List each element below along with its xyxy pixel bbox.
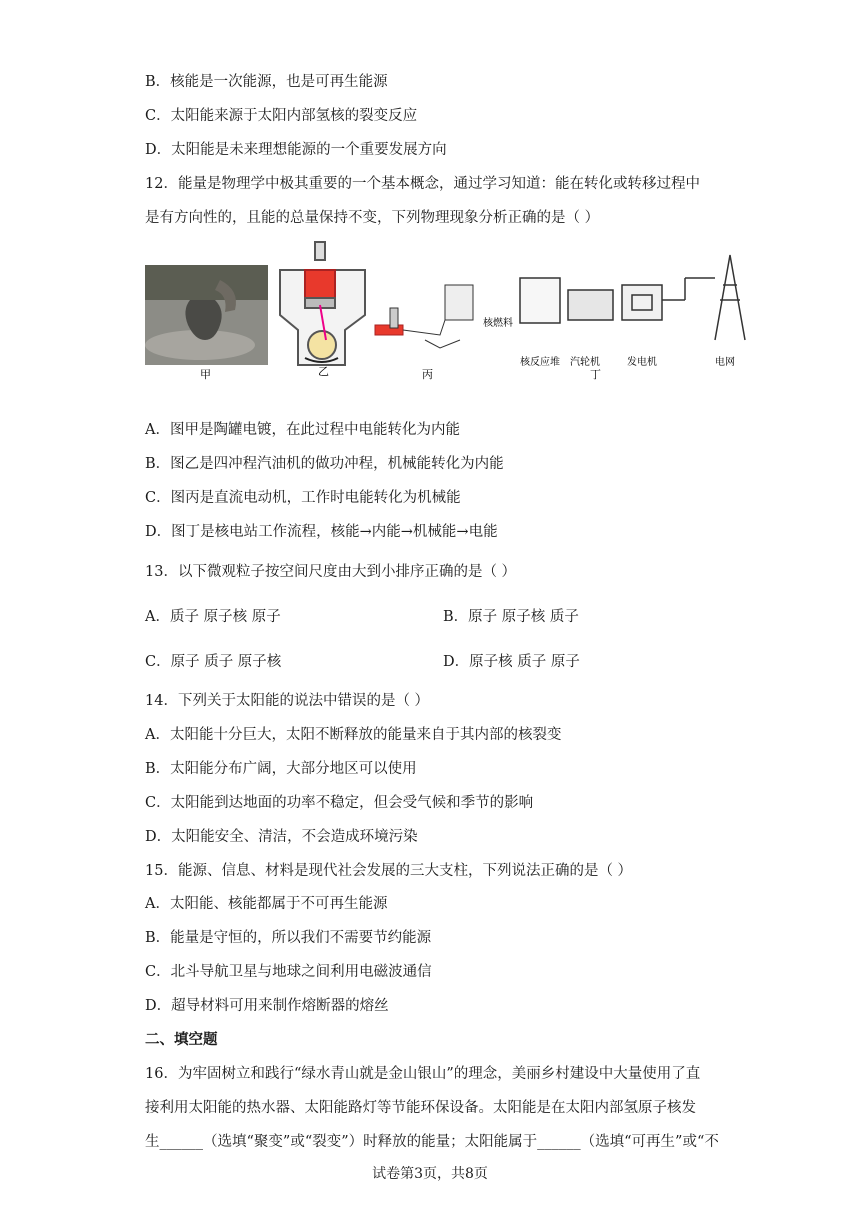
caption-ding: 丁 <box>590 368 601 380</box>
caption-yi: 乙 <box>318 365 329 378</box>
option-12a: A．图甲是陶罐电镀，在此过程中电能转化为内能 <box>145 422 460 438</box>
question-13: 13．以下微观粒子按空间尺度由大到小排序正确的是（ ） <box>145 564 517 580</box>
option-15d: D．超导材料可用来制作熔断器的熔丝 <box>145 998 389 1014</box>
nuclear-plant-diagram <box>520 255 745 340</box>
option-12b: B．图乙是四冲程汽油机的做功冲程，机械能转化为内能 <box>145 456 504 472</box>
question-16-line2: 接利用太阳能的热水器、太阳能路灯等节能环保设备。太阳能是在太阳内部氢原子核发 <box>145 1100 696 1116</box>
question-14: 14．下列关于太阳能的说法中错误的是（ ） <box>145 693 430 709</box>
label-generator: 发电机 <box>627 357 657 368</box>
option-14b: B．太阳能分布广阔，大部分地区可以使用 <box>145 761 417 777</box>
option-14c: C．太阳能到达地面的功率不稳定，但会受气候和季节的影响 <box>145 795 534 811</box>
option-12c: C．图丙是直流电动机，工作时电能转化为机械能 <box>145 490 461 506</box>
pottery-photo <box>145 265 268 365</box>
question-16-line1: 16．为牢固树立和践行“绿水青山就是金山银山”的理念，美丽乡村建设中大量使用了直 <box>145 1066 701 1082</box>
option-11c: C．太阳能来源于太阳内部氢核的裂变反应 <box>145 108 418 124</box>
question-12-line1: 12．能量是物理学中极其重要的一个基本概念，通过学习知道：能在转化或转移过程中 <box>145 176 700 192</box>
option-11b: B．核能是一次能源，也是可再生能源 <box>145 74 388 90</box>
label-fuel: 核燃料 <box>483 318 513 329</box>
question-15: 15．能源、信息、材料是现代社会发展的三大支柱，下列说法正确的是（ ） <box>145 863 633 879</box>
question-16-line3: 生______（选填“聚变”或“裂变”）时释放的能量；太阳能属于______（选填“可再生”或“不 <box>145 1134 719 1150</box>
option-11d: D．太阳能是未来理想能源的一个重要发展方向 <box>145 142 447 158</box>
option-14d: D．太阳能安全、清洁，不会造成环境污染 <box>145 829 418 845</box>
label-turbine: 汽轮机 <box>570 357 600 368</box>
option-12d: D．图丁是核电站工作流程，核能→内能→机械能→电能 <box>145 524 498 540</box>
option-15a: A．太阳能、核能都属于不可再生能源 <box>145 896 388 912</box>
question-12-line2: 是有方向性的，且能的总量保持不变，下列物理现象分析正确的是（ ） <box>145 210 600 226</box>
option-13a: A．质子 原子核 原子 <box>145 609 281 625</box>
caption-jia: 甲 <box>200 368 211 380</box>
option-15b: B．能量是守恒的，所以我们不需要节约能源 <box>145 930 432 946</box>
question-12-figure <box>140 240 760 380</box>
figure-svg <box>140 240 760 380</box>
option-13d: D．原子核 质子 原子 <box>443 654 580 670</box>
option-14a: A．太阳能十分巨大，太阳不断释放的能量来自于其内部的核裂变 <box>145 727 562 743</box>
label-reactor: 核反应堆 <box>520 357 560 368</box>
caption-bing: 丙 <box>422 368 433 380</box>
engine-diagram <box>280 242 365 365</box>
motor-diagram <box>375 285 473 348</box>
option-13c: C．原子 质子 原子核 <box>145 654 282 670</box>
option-15c: C．北斗导航卫星与地球之间利用电磁波通信 <box>145 964 432 980</box>
label-grid: 电网 <box>715 357 735 368</box>
page-footer: 试卷第3页，共8页 <box>372 1166 488 1182</box>
section-heading: 二、填空题 <box>145 1031 218 1048</box>
option-13b: B．原子 原子核 质子 <box>443 609 579 625</box>
